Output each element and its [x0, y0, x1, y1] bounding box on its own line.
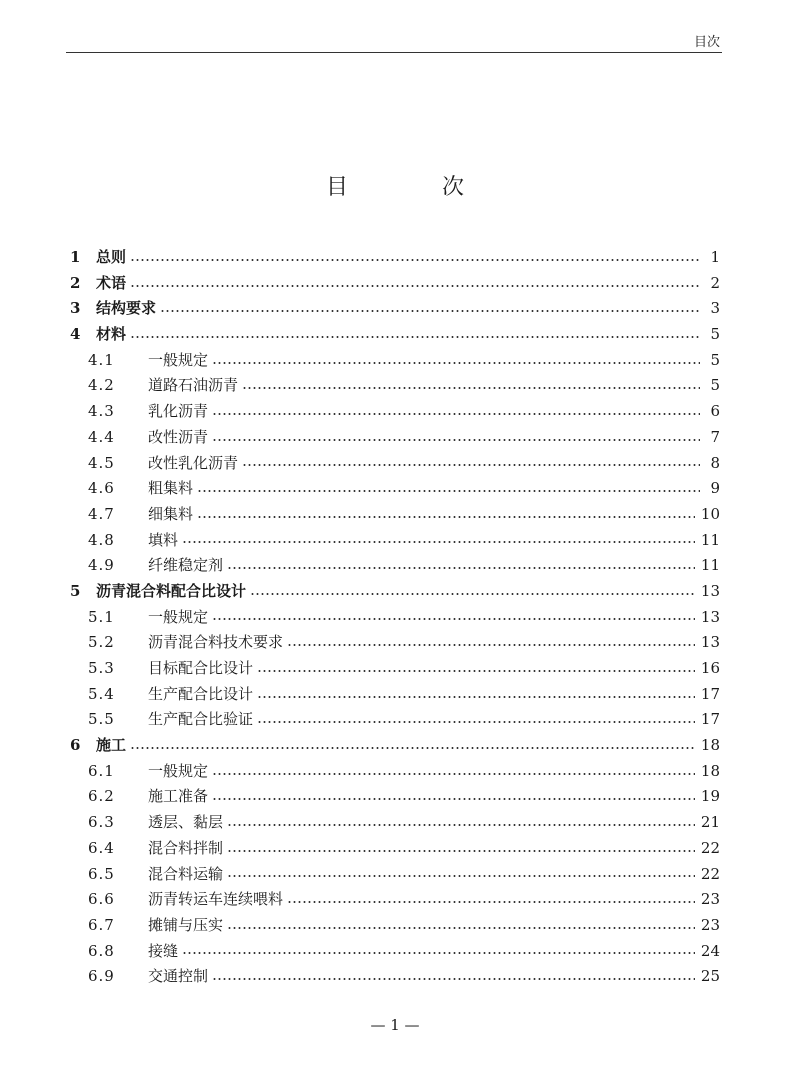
section-number: 4.7 [88, 504, 115, 523]
page-ref: 7 [710, 427, 720, 446]
page-ref: 13 [700, 581, 720, 600]
page-ref: 19 [700, 787, 720, 806]
section-number: 5.1 [88, 607, 115, 626]
page-ref: 16 [700, 659, 720, 677]
section-title: 接缝 [148, 941, 179, 960]
dot-leader [212, 978, 695, 980]
toc-entry[interactable] [68, 759, 720, 785]
section-title: 施工 [96, 736, 127, 755]
page-number: — 1 — [370, 1016, 420, 1034]
section-title: 一般规定 [148, 350, 209, 369]
section-title: 总则 [96, 248, 127, 266]
dot-leader [212, 798, 695, 800]
page-ref: 13 [700, 633, 720, 652]
dot-leader [212, 413, 700, 415]
section-number: 6 [70, 736, 81, 755]
page-ref: 2 [710, 273, 720, 292]
section-number: 1 [70, 248, 81, 266]
section-number: 4.1 [88, 350, 115, 369]
section-number: 6.5 [88, 864, 115, 883]
section-title: 沥青转运车连续喂料 [148, 890, 284, 909]
page-ref: 18 [700, 761, 720, 780]
section-title: 纤维稳定剂 [148, 556, 224, 575]
dot-leader [227, 875, 695, 877]
toc-entry[interactable] [68, 373, 720, 399]
page-ref: 5 [710, 325, 720, 344]
toc-entry[interactable] [68, 964, 720, 990]
section-title: 目标配合比设计 [148, 659, 254, 677]
section-title: 粗集料 [148, 479, 194, 498]
section-number: 5.3 [88, 659, 115, 677]
dot-leader [160, 310, 700, 312]
page-ref: 8 [710, 453, 720, 472]
toc-entry[interactable] [68, 553, 720, 579]
toc-entry[interactable] [68, 502, 720, 528]
toc-entry[interactable] [68, 245, 720, 271]
dot-leader [257, 670, 695, 672]
dot-leader [257, 696, 695, 698]
page-ref: 25 [700, 967, 720, 986]
section-number: 4.6 [88, 479, 115, 498]
section-number: 6.2 [88, 787, 115, 806]
section-number: 4.8 [88, 530, 115, 549]
toc-entry[interactable] [68, 399, 720, 425]
section-title: 混合料拌制 [148, 838, 224, 857]
section-number: 5.4 [88, 684, 115, 703]
dot-leader [130, 285, 700, 287]
toc-entry[interactable] [68, 784, 720, 810]
section-number: 3 [70, 299, 81, 318]
toc-entry[interactable] [68, 605, 720, 631]
section-title: 生产配合比设计 [148, 684, 254, 703]
section-title: 一般规定 [148, 607, 209, 626]
page-title: 目 次 [325, 175, 500, 200]
dot-leader [212, 362, 700, 364]
section-number: 6.8 [88, 941, 115, 960]
dot-leader [130, 747, 695, 749]
page-ref: 5 [710, 376, 720, 395]
toc-entry[interactable] [68, 733, 720, 759]
dot-leader [212, 773, 695, 775]
toc-entry[interactable] [68, 322, 720, 348]
page-ref: 3 [710, 299, 720, 318]
page-ref: 10 [700, 504, 720, 523]
toc-entry[interactable] [68, 707, 720, 733]
toc-entry[interactable] [68, 451, 720, 477]
section-title: 乳化沥青 [148, 402, 209, 421]
section-title: 道路石油沥青 [148, 376, 239, 395]
toc-entry[interactable] [68, 682, 720, 708]
header-rule [66, 52, 722, 53]
dot-leader [227, 567, 695, 569]
dot-leader [287, 901, 695, 903]
section-number: 6.1 [88, 761, 115, 780]
section-title: 透层、黏层 [148, 813, 224, 832]
section-number: 6.7 [88, 915, 115, 934]
dot-leader [242, 464, 700, 466]
toc-entry[interactable] [68, 862, 720, 888]
toc-entry[interactable] [68, 656, 720, 682]
dot-leader [182, 541, 695, 543]
dot-leader [197, 516, 695, 518]
toc-entry[interactable] [68, 630, 720, 656]
section-title: 细集料 [148, 504, 194, 523]
page-ref: 11 [700, 530, 720, 549]
section-title: 术语 [96, 273, 127, 292]
page-ref: 23 [700, 890, 720, 909]
page-ref: 22 [700, 838, 720, 857]
toc-entry[interactable] [68, 271, 720, 297]
toc-entry[interactable] [68, 836, 720, 862]
dot-leader [287, 644, 695, 646]
section-number: 4.2 [88, 376, 115, 395]
dot-leader [130, 336, 700, 338]
page-ref: 24 [700, 941, 720, 960]
dot-leader [257, 721, 695, 723]
section-number: 4.4 [88, 427, 115, 446]
section-number: 5.2 [88, 633, 115, 652]
page-ref: 22 [700, 864, 720, 883]
section-number: 4.5 [88, 453, 115, 472]
dot-leader [197, 490, 700, 492]
section-title: 生产配合比验证 [148, 710, 254, 729]
section-number: 6.6 [88, 890, 115, 909]
page-ref: 21 [700, 813, 720, 832]
page-ref: 13 [700, 607, 720, 626]
section-title: 材料 [96, 325, 127, 344]
page-ref: 18 [700, 736, 720, 755]
dot-leader [250, 593, 695, 595]
section-number: 4.9 [88, 556, 115, 575]
table-of-contents [68, 245, 720, 990]
section-title: 交通控制 [148, 967, 209, 986]
section-title: 沥青混合料配合比设计 [96, 581, 247, 600]
toc-entry[interactable] [68, 887, 720, 913]
dot-leader [242, 387, 700, 389]
dot-leader [212, 439, 700, 441]
toc-entry[interactable] [68, 425, 720, 451]
toc-entry[interactable] [68, 810, 720, 836]
section-number: 4.3 [88, 402, 115, 421]
section-number: 5.5 [88, 710, 115, 729]
toc-entry[interactable] [68, 476, 720, 502]
section-number: 6.3 [88, 813, 115, 832]
dot-leader [182, 952, 695, 954]
section-number: 6.9 [88, 967, 115, 986]
section-title: 一般规定 [148, 761, 209, 780]
running-head: 目次 [693, 35, 720, 50]
page-ref: 5 [710, 350, 720, 369]
section-title: 改性乳化沥青 [148, 453, 239, 472]
section-title: 改性沥青 [148, 427, 209, 446]
section-number: 5 [70, 581, 81, 600]
page-ref: 11 [700, 556, 720, 575]
page-ref: 17 [700, 684, 720, 703]
page-ref: 9 [710, 479, 720, 498]
dot-leader [130, 259, 700, 261]
section-title: 混合料运输 [148, 864, 224, 883]
toc-entry[interactable] [68, 939, 720, 965]
section-title: 施工准备 [148, 787, 209, 806]
page-ref: 6 [710, 402, 720, 421]
toc-entry[interactable] [68, 296, 720, 322]
page-ref: 23 [700, 915, 720, 934]
dot-leader [227, 850, 695, 852]
page-ref: 1 [710, 248, 720, 266]
dot-leader [227, 927, 695, 929]
section-number: 2 [70, 273, 81, 292]
section-number: 6.4 [88, 838, 115, 857]
toc-entry[interactable] [68, 528, 720, 554]
section-title: 摊铺与压实 [148, 915, 224, 934]
section-number: 4 [70, 325, 81, 344]
toc-entry[interactable] [68, 913, 720, 939]
toc-entry[interactable] [68, 348, 720, 374]
toc-entry[interactable] [68, 579, 720, 605]
section-title: 填料 [148, 530, 179, 549]
page-ref: 17 [700, 710, 720, 729]
section-title: 结构要求 [96, 299, 157, 318]
dot-leader [227, 824, 695, 826]
dot-leader [212, 618, 695, 620]
section-title: 沥青混合料技术要求 [148, 633, 284, 652]
